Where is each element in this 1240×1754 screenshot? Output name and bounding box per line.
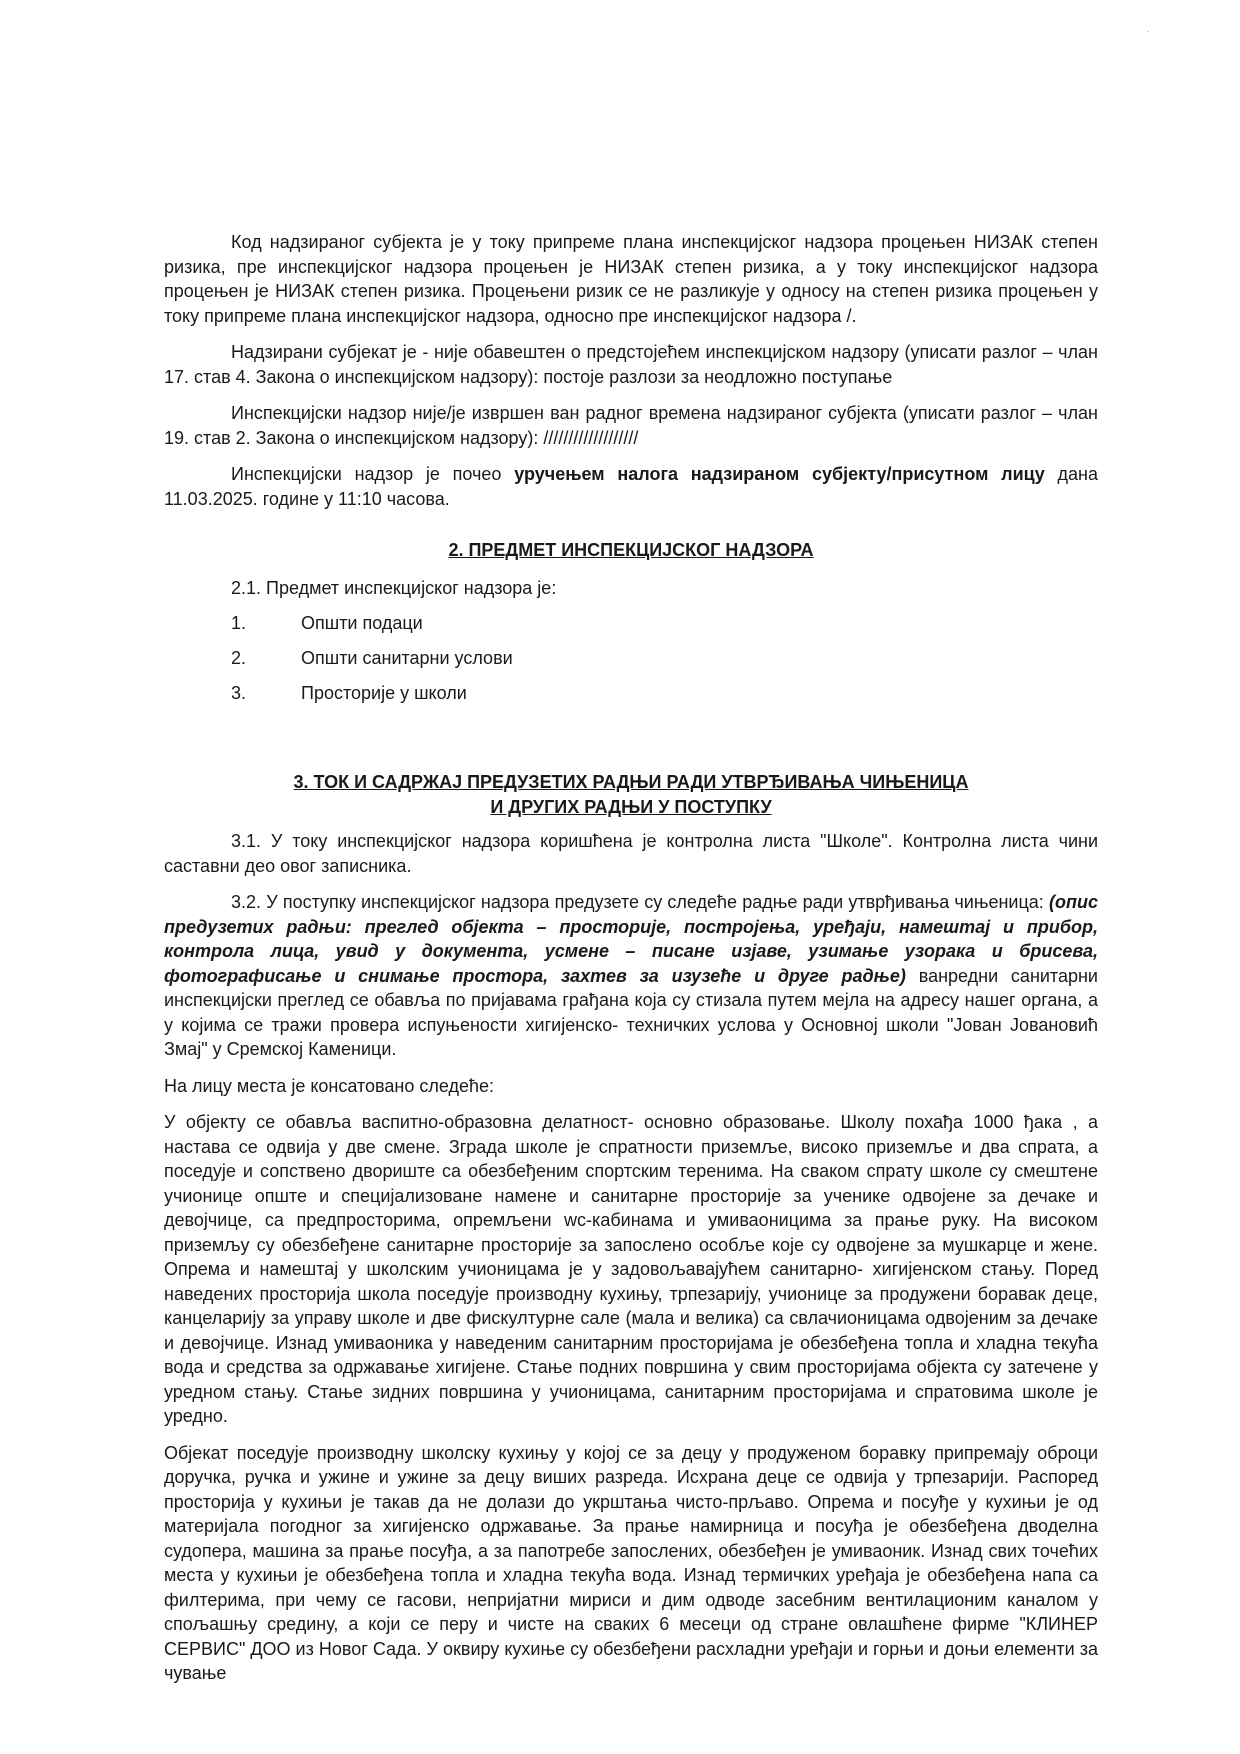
list-item [231, 681, 1098, 705]
object-description-paragraph: У објекту се обавља васпитно-образовна делатност- основно образовање. Школу похађа 1000 ђака , а настава се одвија у две смене. Зграда школе је спратности приземље, високо приземље и два спрата, а поседује и сопствено двориште са обезбеђеним спортским теренима. На сваком спрату школе су смештене учионице опште и специјализоване намене и санитарне просторије за ученике одвојене за дечаке и девојчице, са предпросторима, опремљени wc-кабинама и умиваоницима за прање руку. На високом приземљу су обезбеђене санитарне просторије за запослено особље које су одвојене за мушкарце и жене. Опрема и намештај у школским учионицама је у задовољавајућем санитарно- хигијенском стању. Поред наведених просторија школа поседује производну кухињу, трпезарију, учионице за продужени боравак деце, канцеларију за управу школе и две фискултурне сале (мала и велика) са свлачионицама одвојеним за дечаке и девојчице. Изнад умиваоника у наведеним санитарним просторијама је обезбеђена топла и хладна текућа вода и средства за одржавање хигијене. Стање подних површина у свим просторијама објекта су затечене у уредном стању. Стање зидних површина у учионицама, санитарним просторијама и спратовима школе је уредно. [164, 1112, 1098, 1426]
list-item-number: 1. [231, 613, 247, 633]
section-3-heading-line2: И ДРУГИХ РАДЊИ У ПОСТУПКУ [490, 796, 772, 817]
working-hours-paragraph: Инспекцијски надзор није/је извршен ван радног времена надзираног субјекта (уписати разлог – члан 19. став 2. Закона о инспекцијском надзору): /////////////////// [164, 403, 1098, 448]
intro-section [164, 230, 1098, 511]
section-3 [164, 770, 1098, 1686]
actions-lead: 3.2. У поступку инспекцијског надзора предузете су следеће радње ради утврђивања чињеница: [231, 892, 1049, 912]
list-item-text: Општи санитарни услови [301, 648, 513, 668]
list-item-text: Општи подаци [301, 613, 423, 633]
kitchen-description-paragraph: Објекат поседује производну школску кухињу у којој се за децу у продуженом боравку припремају оброци доручка, ручка и ужине и ужине за децу виших разреда. Исхрана деце се одвија у трпезарији. Распоред просторија у кухињи је такав да не долази до укрштања чисто-прљаво. Опрема и посуђе у кухињи је од материјала погодног за хигијенско одржавање. За прање намирница и посуђа је обезбеђена дводелна судопера, машина за прање посуђа, а за папотребе запослених, обезбеђен је умиваоник. Изнад свих точећих места у кухињи је обезбеђена топла и хладна текућа вода. Изнад термичких уређаја је обезбеђена напа са филтерима, при чему се гасови, непријатни мириси и дим одводе засебним вентилационим каналом у спољашњу средину, а који се перу и чисте на сваких 6 месеци од стране овлашћене фирме "КЛИНЕР СЕРВИС" ДОО из Новог Сада. У оквиру кухиње су обезбеђени расхладни уређаји и горњи и доњи елементи за чување [164, 1442, 1098, 1683]
start-text: Инспекцијски надзор је почео [231, 464, 515, 484]
start-method: уручењем налога надзираном субјекту/присутном лицу [514, 464, 1045, 484]
section-2-heading: 2. ПРЕДМЕТ ИНСПЕКЦИЈСКОГ НАДЗОРА [448, 540, 814, 560]
site-findings-lead: На лицу места је консатовано следеће: [164, 1075, 495, 1096]
list-item-number: 3. [231, 683, 247, 703]
list-item [231, 611, 1098, 635]
scan-speck: · [1146, 26, 1150, 37]
checklist-paragraph: 3.1. У току инспекцијског надзора коришћена је контролна листа "Школе". Контролна листа чини саставни део овог записника. [164, 831, 1098, 876]
actions-paragraph [164, 890, 1098, 1062]
risk-paragraph: Код надзираног субјекта је у току припреме плана инспекцијског надзора процењен НИЗАК степен ризика, пре инспекцијског надзора процењен је НИЗАК степен ризика, а у току инспекцијског надзора процењен је НИЗАК степен ризика. Процењени ризик се не разликује у односу на степен ризика процењен у току припреме плана инспекцијског надзора, односно пре инспекцијског надзора /. [164, 232, 1098, 326]
section-3-heading-line1: 3. ТОК И САДРЖАЈ ПРЕДУЗЕТИХ РАДЊИ РАДИ УТВРЂИВАЊА ЧИЊЕНИЦА [293, 772, 969, 792]
section-2-lead: 2.1. Предмет инспекцијског надзора је: [231, 577, 557, 598]
notification-paragraph: Надзирани субјекат је - није обавештен о предстојећем инспекцијском надзору (уписати разлог – члан 17. став 4. Закона о инспекцијском надзору): постоје разлози за неодложно поступање [164, 342, 1098, 387]
start-date-text: дана 11.03.2025. године у 11:10 часова. [164, 464, 1099, 509]
subject-list [164, 611, 1098, 705]
actions-description: (опис предузетих радњи: преглед објекта – просторије, постројења, уређаји, намештај и прибор, контрола лица, увид у документа, усмене – писане изјаве, узимање узорака и брисева, фотографисање и снимање простора, захтев за изузеће и друге радње) [164, 892, 1098, 986]
list-item [231, 646, 1098, 670]
start-paragraph [164, 462, 1098, 511]
actions-detail: ванредни санитарни инспекцијски преглед се обавља по пријавама грађана која су стизала путем мејла на адресу нашег органа, а у којима се тражи провера испуњености хигијенско- техничких услова у Основној школи "Јован Јовановић Змај" у Сремској Каменици. [164, 965, 1098, 1059]
section-2 [164, 538, 1098, 705]
list-item-number: 2. [231, 648, 247, 668]
list-item-text: Просторије у школи [301, 683, 467, 703]
